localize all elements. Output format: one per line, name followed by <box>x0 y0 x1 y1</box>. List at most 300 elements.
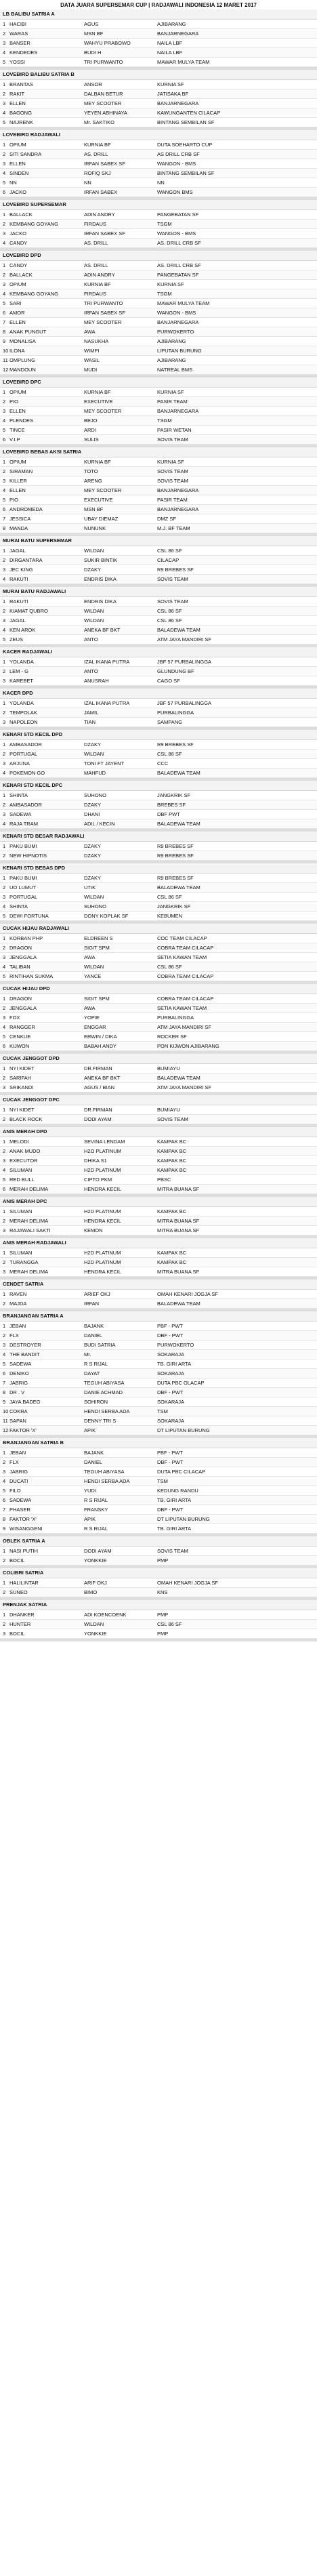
team-cell: KAMPAK BC <box>157 1139 187 1145</box>
table-row <box>0 676 317 686</box>
rank-cell: 3 <box>3 281 6 287</box>
table-row <box>0 1467 317 1477</box>
team-cell: KEDUNG RANDU <box>157 1488 198 1494</box>
rank-cell: 3 <box>3 617 6 623</box>
table-row <box>0 505 317 514</box>
bird-name-cell: PORTUGAL <box>9 894 38 900</box>
bird-name-cell: DENIKO <box>9 1370 29 1376</box>
rank-cell: 3 <box>3 1631 6 1637</box>
bird-name-cell: KORBAN PHP <box>9 935 43 941</box>
bird-name-cell: BOCIL <box>9 1557 25 1563</box>
owner-cell: AS. DRILL <box>84 262 108 268</box>
owner-cell: DALBAN BETUR <box>84 91 123 97</box>
section-title: ANIS MERAH RADJAWALI <box>0 1238 317 1248</box>
table-row <box>0 118 317 127</box>
bird-name-cell: DR . V <box>9 1389 25 1395</box>
team-cell: BANJARNEGARA <box>157 319 199 325</box>
team-cell: PURWOKERTO <box>157 1342 194 1348</box>
owner-cell: MAHFUD <box>84 770 106 776</box>
owner-cell: DR.FIRMAN <box>84 1107 112 1113</box>
rank-cell: 6 <box>3 1370 6 1376</box>
rank-cell: 4 <box>3 1351 6 1357</box>
bird-name-cell: PIO <box>9 497 18 503</box>
owner-cell: TEGUH ABIYASA <box>84 1469 125 1475</box>
owner-cell: WILDAN <box>84 1621 104 1627</box>
team-cell: AJIBARANG <box>157 338 186 344</box>
rank-cell: 4 <box>3 1024 6 1030</box>
table-row <box>0 140 317 150</box>
rank-cell: 7 <box>3 1380 6 1386</box>
team-cell: NAILA LBF <box>157 40 183 46</box>
results-section <box>0 1311 317 1438</box>
owner-cell: SEVINA LENDAM <box>84 1139 125 1145</box>
bird-name-cell: JENGGALA <box>9 954 37 960</box>
bird-name-cell: FILO <box>9 1488 21 1494</box>
rank-cell: 1 <box>3 1291 6 1297</box>
section-title: BRANJANGAN SATRIA A <box>0 1311 317 1322</box>
rank-cell: 2 <box>3 710 6 716</box>
bird-name-cell: BALLACK <box>9 272 33 278</box>
section-title: MURAI BATU SUPERSEMAR <box>0 536 317 546</box>
bird-name-cell: MANDA <box>9 525 28 531</box>
owner-cell: ARIF OKJ <box>84 1580 107 1586</box>
bird-name-cell: TEMPOLAK <box>9 710 37 716</box>
bird-name-cell: KAREBET <box>9 678 34 684</box>
bird-name-cell: THE BANDIT <box>9 1351 40 1357</box>
table-row <box>0 893 317 902</box>
team-cell: BANJARNEGARA <box>157 506 199 512</box>
rank-cell: 11 <box>3 1418 8 1424</box>
team-cell: BALADEWA TEAM <box>157 770 200 776</box>
owner-cell: H2D PLATINUM <box>84 1167 121 1173</box>
owner-cell: ADIN ANDRY <box>84 211 115 218</box>
team-cell: CSL 86 SF <box>157 964 182 970</box>
team-cell: SOVIS TEAM <box>157 436 188 443</box>
bird-name-cell: JAGAL <box>9 617 26 623</box>
table-row <box>0 159 317 169</box>
rank-cell: 6 <box>3 436 6 443</box>
team-cell: CILACAP <box>157 557 179 563</box>
table-row <box>0 791 317 800</box>
section-rows <box>0 842 317 861</box>
owner-cell: DANIEL <box>84 1459 103 1465</box>
table-row <box>0 1147 317 1156</box>
table-row <box>0 20 317 29</box>
bird-name-cell: JAYA BADEG <box>9 1399 41 1405</box>
owner-cell: ADIN ANDRY <box>84 272 115 278</box>
team-cell: DBF - PWT <box>157 1332 184 1338</box>
rank-cell: 5 <box>3 913 6 919</box>
owner-cell: CIPTO PKM <box>84 1177 112 1183</box>
section-title: CENDET SATRIA <box>0 1280 317 1290</box>
table-row <box>0 169 317 178</box>
results-sections <box>0 9 317 1641</box>
team-cell: OMAH KENARI JOGJA SF <box>157 1580 219 1586</box>
section-title: CUCAK JENGGOT DPC <box>0 1095 317 1105</box>
bird-name-cell: RAJAWALI SAKTI <box>9 1227 51 1233</box>
bird-name-cell: RAJA TRAM <box>9 821 38 827</box>
owner-cell: ENGGAR <box>84 1024 106 1030</box>
results-section <box>0 70 317 130</box>
rank-cell: 3 <box>3 1269 6 1275</box>
rank-cell: 2 <box>3 1005 6 1011</box>
owner-cell: SULIS <box>84 436 99 443</box>
rank-cell: 3 <box>3 954 6 960</box>
team-cell: PBF - PWT <box>157 1450 183 1456</box>
bird-name-cell: PORTUGAL <box>9 751 38 757</box>
results-section <box>0 1127 317 1197</box>
bird-name-cell: OPIUM <box>9 281 26 287</box>
table-row <box>0 635 317 645</box>
owner-cell: SUKIR BINTIK <box>84 557 118 563</box>
owner-cell: AS. DRILL <box>84 240 108 246</box>
bird-name-cell: LEM - G <box>9 668 28 674</box>
section-title: CUCAK JENGGOT DPD <box>0 1054 317 1064</box>
section-rows <box>0 1248 317 1277</box>
bird-name-cell: ZEUS <box>9 636 24 642</box>
bird-name-cell: TINCE <box>9 427 25 433</box>
owner-cell: R S RIJAL <box>84 1361 108 1367</box>
rank-cell: 1 <box>3 1065 6 1071</box>
team-cell: PURWOKERTO <box>157 329 194 335</box>
team-cell: JBF 57 PURBALINGGA <box>157 700 212 706</box>
team-cell: DUTA PBC OLACAP <box>157 1380 205 1386</box>
team-cell: KAMPAK BC <box>157 1148 187 1154</box>
bird-name-cell: PIO <box>9 398 18 405</box>
table-row <box>0 1074 317 1083</box>
team-cell: ROCKER SF <box>157 1034 187 1040</box>
owner-cell: WILDAN <box>84 751 104 757</box>
bird-name-cell: SHINTA <box>9 903 28 909</box>
rank-cell: 2 <box>3 151 6 157</box>
owner-cell: IZAL IKANA PUTRA <box>84 700 130 706</box>
table-row <box>0 289 317 299</box>
owner-cell: R S RIJAL <box>84 1497 108 1503</box>
table-row <box>0 89 317 99</box>
rank-cell: 3 <box>3 760 6 766</box>
team-cell: CCC <box>157 760 169 766</box>
table-row <box>0 80 317 89</box>
owner-cell: ADIL / KECIN <box>84 821 115 827</box>
owner-cell: YANCE <box>84 973 102 979</box>
owner-cell: Mr. <box>84 1351 91 1357</box>
bird-name-cell: ELLEN <box>9 319 26 325</box>
table-row <box>0 556 317 565</box>
rank-cell: 2 <box>3 468 6 474</box>
owner-cell: Mr. SAKTIKO <box>84 119 115 125</box>
results-section <box>0 984 317 1054</box>
rank-cell: 4 <box>3 417 6 424</box>
owner-cell: DZAKY <box>84 802 102 808</box>
team-cell: PON KIJWON AJIBARANG <box>157 1043 219 1049</box>
table-row <box>0 565 317 575</box>
rank-cell: 4 <box>3 487 6 493</box>
table-row <box>0 495 317 505</box>
rank-cell: 11 <box>3 357 8 363</box>
table-row <box>0 327 317 337</box>
owner-cell: ELDREEN S <box>84 935 113 941</box>
bird-name-cell: SITI SANDRA <box>9 151 42 157</box>
results-section <box>0 1438 317 1536</box>
team-cell: PURBALINGGA <box>157 710 194 716</box>
bird-name-cell: BAGONG <box>9 110 32 116</box>
rank-cell: 2 <box>3 1332 6 1338</box>
owner-cell: BAJANK <box>84 1450 104 1456</box>
bird-name-cell: SIRAMAN <box>9 468 33 474</box>
rank-cell: 3 <box>3 40 6 46</box>
bird-name-cell: COKRA <box>9 1408 28 1414</box>
rank-cell: 6 <box>3 310 6 316</box>
table-row <box>0 759 317 769</box>
table-row <box>0 397 317 407</box>
bird-name-cell: ARJUNA <box>9 760 30 766</box>
team-cell: CSL 86 SF <box>157 548 182 554</box>
rank-cell: 2 <box>3 853 6 859</box>
table-row <box>0 819 317 829</box>
section-title: KACER DPD <box>0 689 317 699</box>
rank-cell: 6 <box>3 1497 6 1503</box>
section-rows <box>0 20 317 67</box>
results-section <box>0 200 317 251</box>
table-row <box>0 1207 317 1217</box>
bird-name-cell: MANDOUN <box>9 367 36 373</box>
owner-cell: HENDRA KECIL <box>84 1218 122 1224</box>
bird-name-cell: JEC KING <box>9 567 33 573</box>
owner-cell: BAJANK <box>84 1323 104 1329</box>
rank-cell: 1 <box>3 1580 6 1586</box>
rank-cell: 3 <box>3 894 6 900</box>
owner-cell: SIGIT SPM <box>84 996 110 1002</box>
section-rows <box>0 699 317 727</box>
section-title: LOVEBIRD SUPERSEMAR <box>0 200 317 210</box>
section-rows <box>0 1578 317 1597</box>
team-cell: TB. GIRI ARTA <box>157 1526 192 1532</box>
owner-cell: FIRDAUS <box>84 221 106 227</box>
team-cell: PMP <box>157 1631 169 1637</box>
owner-cell: NUNUNK <box>84 525 106 531</box>
table-row <box>0 1407 317 1416</box>
team-cell: PBF - PWT <box>157 1323 183 1329</box>
bird-name-cell: AMBASADOR <box>9 802 42 808</box>
table-row <box>0 616 317 626</box>
bird-name-cell: WISANGGENI <box>9 1526 43 1532</box>
owner-cell: DONY KOPLAK SF <box>84 913 129 919</box>
owner-cell: WILDAN <box>84 548 104 554</box>
owner-cell: NN <box>84 180 91 186</box>
bird-name-cell: SRIKANDI <box>9 1084 34 1090</box>
rank-cell: 3 <box>3 408 6 414</box>
table-row <box>0 229 317 239</box>
team-cell: CSL 86 SF <box>157 1621 182 1627</box>
table-row <box>0 657 317 667</box>
team-cell: KEBUMEN <box>157 913 183 919</box>
bird-name-cell: PLENDES <box>9 417 34 424</box>
rank-cell: 1 <box>3 843 6 849</box>
bird-name-cell: SADEWA <box>9 811 32 817</box>
table-row <box>0 1378 317 1388</box>
owner-cell: MSN BF <box>84 506 104 512</box>
bird-name-cell: OPIUM <box>9 459 26 465</box>
rank-cell: 2 <box>3 945 6 951</box>
team-cell: KAWUNGANTEN CILACAP <box>157 110 221 116</box>
owner-cell: MSN BF <box>84 30 104 37</box>
rank-cell: 1 <box>3 598 6 605</box>
table-row <box>0 607 317 616</box>
rank-cell: 3 <box>3 1158 6 1164</box>
bird-name-cell: JABRIG <box>9 1380 28 1386</box>
bird-name-cell: HUNTER <box>9 1621 31 1627</box>
bird-name-cell: KIAMAT QUBRO <box>9 608 48 614</box>
team-cell: KURNIA SF <box>157 459 184 465</box>
section-title: KENARI STD BEBAS DPD <box>0 863 317 874</box>
owner-cell: H2D PLATINUM <box>84 1259 121 1265</box>
table-row <box>0 740 317 750</box>
rank-cell: 4 <box>3 1478 6 1484</box>
team-cell: TB. GIRI ARTA <box>157 1361 192 1367</box>
team-cell: KAMPAK BC <box>157 1259 187 1265</box>
bird-name-cell: KEN AROK <box>9 627 36 633</box>
rank-cell: 4 <box>3 821 6 827</box>
table-row <box>0 1496 317 1505</box>
owner-cell: UTIK <box>84 884 96 891</box>
owner-cell: MEY SCOOTER <box>84 408 122 414</box>
results-section <box>0 447 317 536</box>
section-rows <box>0 874 317 921</box>
bird-name-cell: BRANTAS <box>9 81 33 87</box>
rank-cell: 5 <box>3 1361 6 1367</box>
rank-cell: 4 <box>3 110 6 116</box>
rank-cell: 7 <box>3 516 6 522</box>
team-cell: ATM JAYA MANDIRI SF <box>157 1024 212 1030</box>
rank-cell: 8 <box>3 525 6 531</box>
team-cell: SOVIS TEAM <box>157 1116 188 1122</box>
team-cell: PANGEBATAN SF <box>157 272 199 278</box>
table-row <box>0 1588 317 1597</box>
table-row <box>0 1448 317 1458</box>
owner-cell: YOPIE <box>84 1015 100 1021</box>
page-title: DATA JUARA SUPERSEMAR CUP | RADJAWALI INDONESIA 12 MARET 2017 <box>60 2 257 8</box>
rank-cell: 2 <box>3 751 6 757</box>
results-section <box>0 1600 317 1641</box>
section-title: LOVEBIRD BEBAS AKSI SATRIA <box>0 447 317 457</box>
rank-cell: 3 <box>3 811 6 817</box>
table-row <box>0 1388 317 1397</box>
team-cell: PMP <box>157 1557 169 1563</box>
rank-cell: 5 <box>3 119 6 125</box>
team-cell: BALADEWA TEAM <box>157 627 200 633</box>
table-row <box>0 346 317 356</box>
table-row <box>0 994 317 1004</box>
results-section <box>0 647 317 689</box>
bird-name-cell: NN <box>9 180 17 186</box>
rank-cell: 2 <box>3 1459 6 1465</box>
section-title: LOVEBIRD BALIBU SATRIA B <box>0 70 317 80</box>
bird-name-cell: NAJRENK <box>9 119 34 125</box>
table-row <box>0 1426 317 1435</box>
bird-name-cell: RAVEN <box>9 1291 27 1297</box>
owner-cell: SOHIRON <box>84 1399 108 1405</box>
table-row <box>0 416 317 426</box>
table-row <box>0 1322 317 1331</box>
owner-cell: TOTO <box>84 468 98 474</box>
table-row <box>0 188 317 197</box>
bird-name-cell: BALLACK <box>9 211 33 218</box>
bird-name-cell: PAKU BUMI <box>9 843 37 849</box>
owner-cell: KURNIA BF <box>84 281 111 287</box>
rank-cell: 1 <box>3 1250 6 1256</box>
bird-name-cell: CANDY <box>9 240 28 246</box>
section-title: KENARI STD KECIL DPC <box>0 781 317 791</box>
bird-name-cell: MAJDA <box>9 1301 27 1307</box>
table-row <box>0 546 317 556</box>
rank-cell: 4 <box>3 170 6 176</box>
team-cell: SAMPANG <box>157 719 182 725</box>
section-title: MURAI BATU RADJAWALI <box>0 587 317 597</box>
bird-name-cell: RAKUTI <box>9 576 28 582</box>
owner-cell: ANEKA BF BKT <box>84 627 121 633</box>
team-cell: CSL 86 SF <box>157 608 182 614</box>
owner-cell: ROFIQ SKJ <box>84 170 111 176</box>
table-row <box>0 1042 317 1051</box>
team-cell: PBSC <box>157 1177 171 1183</box>
rank-cell: 4 <box>3 576 6 582</box>
rank-cell: 1 <box>3 1612 6 1618</box>
section-title: PRENJAK SATRIA <box>0 1600 317 1610</box>
bird-name-cell: POKEMON GO <box>9 770 45 776</box>
table-row <box>0 626 317 635</box>
bird-name-cell: EXECUTOR <box>9 1158 38 1164</box>
table-row <box>0 962 317 972</box>
table-row <box>0 1350 317 1359</box>
table-row <box>0 467 317 476</box>
bird-name-cell: BANSER <box>9 40 30 46</box>
rank-cell: 1 <box>3 1139 6 1145</box>
owner-cell: H2D PLATINUM <box>84 1208 121 1214</box>
table-row <box>0 407 317 416</box>
rank-cell: 3 <box>3 478 6 484</box>
section-rows <box>0 1547 317 1566</box>
rank-cell: 5 <box>3 636 6 642</box>
table-row <box>0 1556 317 1566</box>
bird-name-cell: RAKUTI <box>9 598 28 605</box>
section-rows <box>0 1064 317 1092</box>
team-cell: SOVIS TEAM <box>157 598 188 605</box>
owner-cell: BEJO <box>84 417 98 424</box>
table-row <box>0 800 317 810</box>
team-cell: BALADEWA TEAM <box>157 821 200 827</box>
table-row <box>0 1083 317 1092</box>
rank-cell: 4 <box>3 240 6 246</box>
owner-cell: ANTO <box>84 636 98 642</box>
bird-name-cell: SUNEO <box>9 1589 28 1595</box>
results-section <box>0 832 317 863</box>
table-row <box>0 1515 317 1524</box>
rank-cell: 3 <box>3 1469 6 1475</box>
bird-name-cell: FLX <box>9 1459 19 1465</box>
rank-cell: 1 <box>3 996 6 1002</box>
table-row <box>0 48 317 58</box>
owner-cell: SUHONO <box>84 903 106 909</box>
rank-cell: 9 <box>3 1526 6 1532</box>
results-section <box>0 1197 317 1238</box>
team-cell: DBF - PWT <box>157 1389 184 1395</box>
team-cell: SOKARAJA <box>157 1370 185 1376</box>
owner-cell: DANIEL <box>84 1332 103 1338</box>
owner-cell: TEGUH ABIYASA <box>84 1380 125 1386</box>
table-row <box>0 943 317 953</box>
table-row <box>0 750 317 759</box>
table-row <box>0 388 317 397</box>
